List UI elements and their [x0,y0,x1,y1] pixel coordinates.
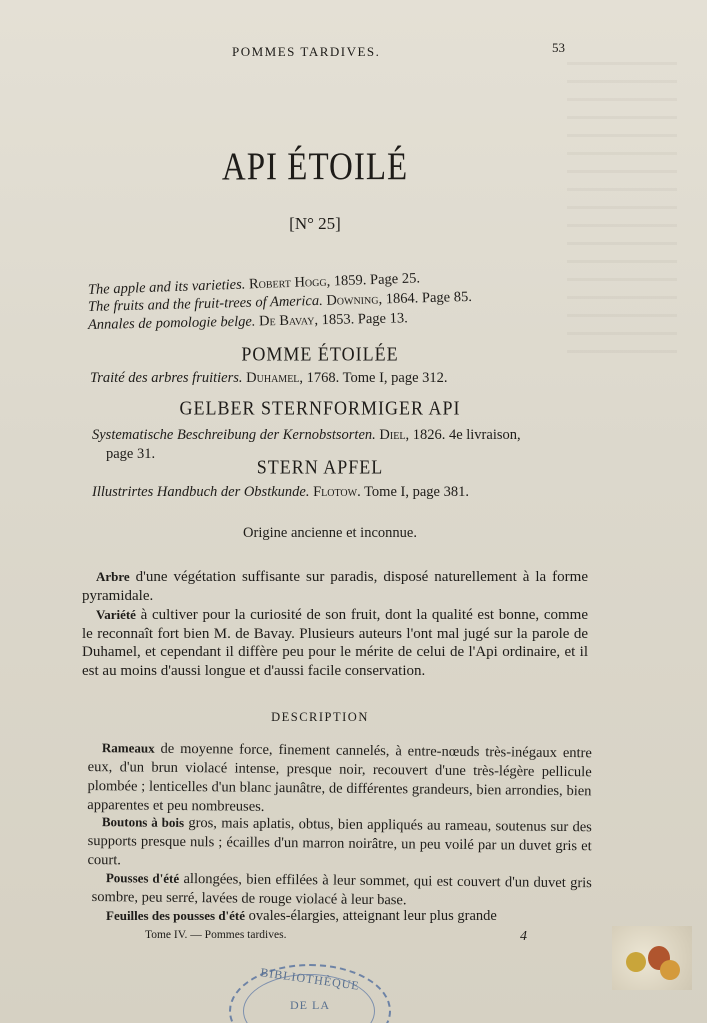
reference-line: Systematische Beschreibung der Kernobstsorten. Diel, 1826. 4e livraison, [92,427,521,443]
fruit-illustration-thumbnail [612,926,692,990]
show-through-text [567,62,677,362]
stamp-text: DE LA [290,998,330,1012]
variete-paragraph: Variété à cultiver pour la curiosité de son fruit, dont la qualité est bonne, comme le reconnaît fort bien M. de Bavay. Plusieurs auteurs l'ont mal jugé sur la parole de Duhamel, et cependant il diffère peu pour le mérite de celui de l'Api ordinaire, et il est au moins d'aussi longue et d'aussi facile conservation. [82,607,588,679]
reference-line: Annales de pomologie belge. De Bavay, 1853. Page 13. [87,310,408,333]
footer-signature-line: Tome IV. — Pommes tardives. [145,929,287,941]
synonym-heading: POMME ÉTOILÉE [241,342,399,365]
variety-number: [N° 25] [289,214,341,233]
stamp-text: BIBLIOTHÈQUE [259,965,361,993]
description-paragraph: Pousses d'été allongées, bien effilées à leur sommet, qui est couvert d'un duvet gris sombre, peu serré, lavées de rouge violacé à leur base. [91,870,592,909]
description-paragraph: Rameaux de moyenne force, finement cannelés, à entre-nœuds très-inégaux entre eux, d'un brun violacé intense, presque noir, recouvert d'une très-légère pellicule plombée ; lenticelles d'un blanc jaunâtre, de différentes grandeurs, bien arrondies, bien apparentes et peu nombreuses. [87,740,592,815]
apple-icon [626,952,646,972]
reference-line: Illustrirtes Handbuch der Obstkunde. Flotow. Tome I, page 381. [92,484,469,500]
page-number: 53 [552,40,565,55]
reference-line: The apple and its varieties. Robert Hogg, 1859. Page 25. [87,270,421,298]
section-heading: DESCRIPTION [271,710,369,724]
signature-mark: 4 [520,929,527,944]
synonym-heading: STERN APFEL [256,455,384,478]
running-head: POMMES TARDIVES. [232,44,381,59]
arbre-paragraph: Arbre d'une végétation suffisante sur paradis, disposé naturellement à la forme pyramidale. [82,569,588,604]
description-paragraph: Boutons à bois gros, mais aplatis, obtus, bien appliqués au rameau, soutenus sur des supports presque nuls ; écailles d'un marron noirâtre, un peu voilé par un duvet gris et court. [87,814,592,869]
reference-continuation: page 31. [106,446,156,462]
page-title: API ÉTOILÉ [221,146,409,189]
reference-line: Traité des arbres fruitiers. Duhamel, 1768. Tome I, page 312. [90,370,448,386]
origin-line: Origine ancienne et inconnue. [243,525,417,541]
apple-icon [660,960,680,980]
description-paragraph: Feuilles des pousses d'été ovales-élargies, atteignant leur plus grande [106,908,497,924]
synonym-heading: GELBER STERNFORMIGER API [179,396,461,419]
library-stamp [229,964,391,1023]
reference-line: The fruits and the fruit-trees of America. Downing, 1864. Page 85. [87,288,473,315]
